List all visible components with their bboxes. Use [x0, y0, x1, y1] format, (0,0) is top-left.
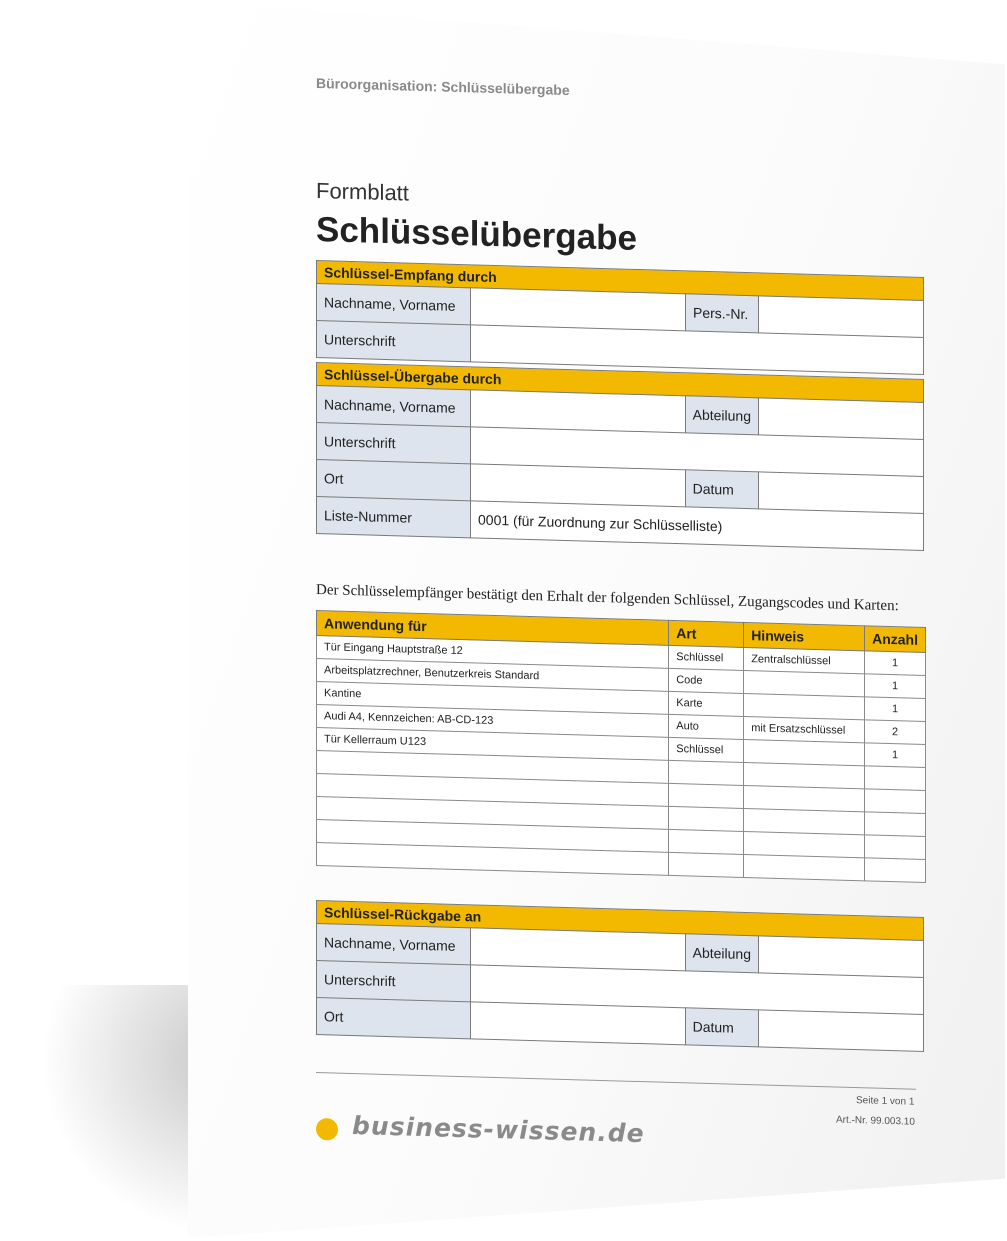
uebergabe-ort-field[interactable]	[471, 464, 686, 507]
article-number: Art.-Nr. 99.003.10	[836, 1114, 915, 1128]
uebergabe-heading: Schlüssel-Übergabe durch	[317, 363, 924, 403]
table-cell[interactable]: Tür Kellerraum U123	[317, 728, 669, 761]
table-cell[interactable]	[669, 760, 744, 785]
table-cell[interactable]	[865, 789, 926, 814]
footer-divider	[316, 1072, 916, 1090]
rueckgabe-ort-field[interactable]	[471, 1002, 686, 1045]
empfang-name-field[interactable]	[471, 288, 686, 331]
table-cell[interactable]: Tür Eingang Hauptstraße 12	[317, 636, 669, 669]
items-header-art: Art	[669, 620, 744, 647]
table-cell[interactable]	[669, 829, 744, 854]
table-cell[interactable]: 1	[865, 651, 926, 676]
table-cell[interactable]	[865, 835, 926, 860]
uebergabe-datum-label: Datum	[685, 470, 758, 509]
table-cell[interactable]	[744, 762, 865, 788]
table-cell[interactable]: Kantine	[317, 682, 669, 715]
uebergabe-section	[316, 362, 924, 551]
table-cell[interactable]: Arbeitsplatzrechner, Benutzerkreis Standard	[317, 659, 669, 692]
table-cell[interactable]: 1	[865, 674, 926, 699]
uebergabe-liste-value: 0001 (für Zuordnung zur Schlüsselliste)	[471, 501, 924, 551]
empfang-name-label: Nachname, Vorname	[317, 284, 471, 325]
table-cell[interactable]: Code	[669, 668, 744, 693]
items-header-anwendung: Anwendung für	[317, 611, 669, 646]
rueckgabe-heading: Schlüssel-Rückgabe an	[317, 901, 924, 941]
table-cell[interactable]	[744, 854, 865, 880]
page-title: Schlüsselübergabe	[316, 210, 637, 258]
items-table	[316, 610, 926, 883]
table-cell[interactable]: mit Ersatzschlüssel	[744, 716, 865, 742]
page-number: Seite 1 von 1	[856, 1095, 915, 1108]
table-cell[interactable]: Zentralschlüssel	[744, 647, 865, 673]
empfang-heading: Schlüssel-Empfang durch	[317, 261, 924, 301]
table-cell[interactable]	[865, 766, 926, 791]
rueckgabe-datum-label: Datum	[685, 1008, 758, 1047]
uebergabe-liste-label: Liste-Nummer	[317, 497, 471, 538]
doc-header: Büroorganisation: Schlüsselübergabe	[316, 75, 570, 99]
uebergabe-sig-label: Unterschrift	[317, 423, 471, 464]
empfang-pers-field[interactable]	[759, 296, 924, 338]
rueckgabe-name-label: Nachname, Vorname	[317, 924, 471, 965]
uebergabe-datum-field[interactable]	[759, 472, 924, 514]
rueckgabe-datum-field[interactable]	[759, 1010, 924, 1052]
table-cell[interactable]	[744, 808, 865, 834]
confirmation-text: Der Schlüsselempfänger bestätigt den Erhalt der folgenden Schlüssel, Zugangscodes und Karten:	[316, 582, 899, 615]
rueckgabe-section	[316, 900, 924, 1052]
table-cell[interactable]: 1	[865, 743, 926, 768]
table-cell[interactable]: Schlüssel	[669, 645, 744, 670]
table-cell[interactable]: 1	[865, 697, 926, 722]
uebergabe-name-label: Nachname, Vorname	[317, 386, 471, 427]
logo-dot-icon	[316, 1118, 338, 1141]
uebergabe-name-field[interactable]	[471, 390, 686, 433]
items-header-hinweis: Hinweis	[744, 622, 865, 650]
table-cell[interactable]	[744, 785, 865, 811]
table-cell[interactable]	[744, 693, 865, 719]
form-subtitle: Formblatt	[316, 178, 409, 206]
table-cell[interactable]: Audi A4, Kennzeichen: AB-CD-123	[317, 705, 669, 738]
table-cell[interactable]: 2	[865, 720, 926, 745]
table-cell[interactable]	[669, 783, 744, 808]
uebergabe-ort-label: Ort	[317, 460, 471, 501]
table-cell[interactable]	[865, 812, 926, 837]
table-cell[interactable]: Schlüssel	[669, 737, 744, 762]
table-cell[interactable]	[744, 831, 865, 857]
table-cell[interactable]: Auto	[669, 714, 744, 739]
table-cell[interactable]	[669, 806, 744, 831]
rueckgabe-dept-field[interactable]	[759, 936, 924, 978]
items-body	[317, 636, 926, 883]
rueckgabe-dept-label: Abteilung	[685, 934, 758, 973]
uebergabe-dept-label: Abteilung	[685, 396, 758, 435]
table-cell[interactable]: Karte	[669, 691, 744, 716]
logo: business-wissen.de	[352, 1111, 645, 1149]
table-cell[interactable]	[744, 739, 865, 765]
empfang-section	[316, 260, 924, 375]
table-cell[interactable]	[669, 852, 744, 877]
rueckgabe-name-field[interactable]	[471, 928, 686, 971]
table-cell[interactable]	[865, 858, 926, 883]
uebergabe-dept-field[interactable]	[759, 398, 924, 440]
empfang-pers-label: Pers.-Nr.	[686, 294, 759, 333]
rueckgabe-ort-label: Ort	[317, 998, 471, 1039]
rueckgabe-sig-label: Unterschrift	[317, 961, 471, 1002]
document-content	[316, 70, 926, 1147]
empfang-sig-label: Unterschrift	[317, 321, 471, 362]
items-header-anzahl: Anzahl	[865, 626, 926, 653]
table-cell[interactable]	[744, 670, 865, 696]
